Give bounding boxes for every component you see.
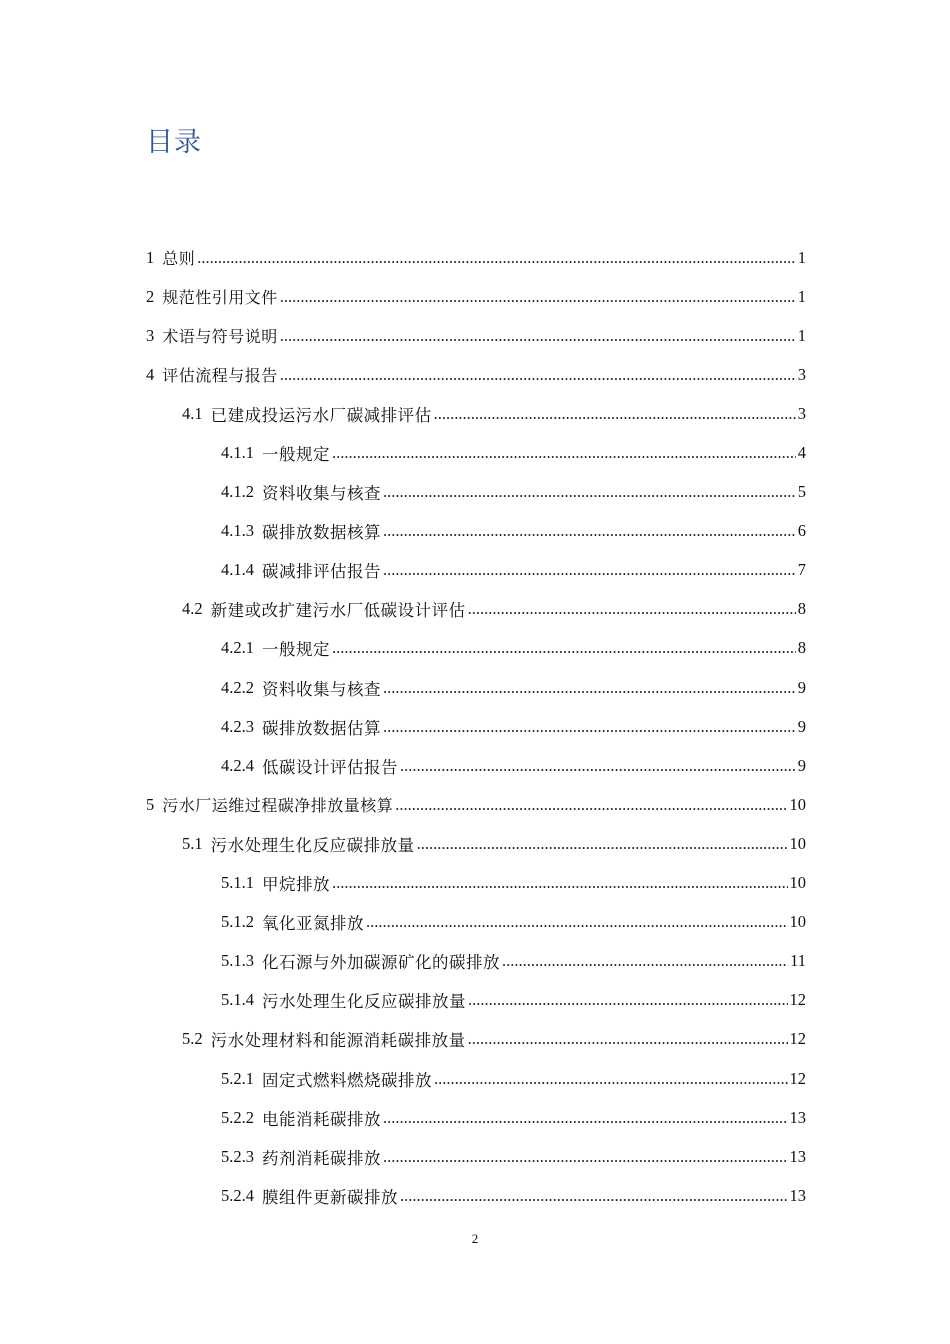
toc-entry-text: 污水厂运维过程碳净排放量核算 xyxy=(162,796,394,816)
toc-leader-dots xyxy=(383,521,796,541)
toc-entry[interactable] xyxy=(0,824,950,863)
toc-leader-dots xyxy=(383,560,796,580)
toc-leader-dots xyxy=(332,873,788,893)
toc-entry-page: 11 xyxy=(790,951,806,971)
toc-leader-dots xyxy=(434,404,796,424)
toc-entry[interactable] xyxy=(0,238,950,277)
toc-leader-dots xyxy=(332,443,796,463)
toc-entry-number: 5.2.4 xyxy=(221,1185,254,1205)
toc-entry[interactable] xyxy=(0,746,950,785)
toc-entry-number: 4.2.1 xyxy=(221,638,254,658)
toc-entry[interactable] xyxy=(0,551,950,590)
toc-entry-page: 6 xyxy=(797,521,806,541)
toc-entry-number: 3 xyxy=(146,325,155,345)
toc-title: 目录 xyxy=(146,127,202,158)
toc-entry-text: 一般规定 xyxy=(262,445,330,465)
toc-leader-dots xyxy=(434,1069,788,1089)
toc-entry[interactable] xyxy=(0,668,950,707)
toc-leader-dots xyxy=(400,1186,788,1206)
toc-entry-page: 3 xyxy=(797,364,806,384)
table-of-contents xyxy=(0,238,950,1215)
toc-entry-number: 5.1.2 xyxy=(221,912,254,932)
toc-entry-number: 5.2 xyxy=(182,1029,203,1049)
toc-leader-dots xyxy=(468,599,796,619)
toc-entry-page: 9 xyxy=(797,755,806,775)
toc-entry-number: 5.1.1 xyxy=(221,873,254,893)
toc-entry-text: 药剂消耗碳排放 xyxy=(262,1148,381,1168)
toc-entry-text: 碳排放数据核算 xyxy=(262,523,381,543)
toc-entry-number: 2 xyxy=(146,286,155,306)
toc-entry[interactable] xyxy=(0,707,950,746)
toc-entry-page: 10 xyxy=(789,833,806,853)
toc-entry[interactable] xyxy=(0,785,950,824)
toc-entry-text: 碳减排评估报告 xyxy=(262,562,381,582)
toc-entry[interactable] xyxy=(0,903,950,942)
toc-entry[interactable] xyxy=(0,473,950,512)
toc-entry-number: 5.2.3 xyxy=(221,1146,254,1166)
toc-entry-text: 资料收集与核查 xyxy=(262,679,381,699)
toc-entry-page: 1 xyxy=(797,286,806,306)
toc-entry-text: 膜组件更新碳排放 xyxy=(262,1187,398,1207)
toc-leader-dots xyxy=(383,1108,788,1128)
toc-leader-dots xyxy=(400,756,796,776)
toc-entry[interactable] xyxy=(0,277,950,316)
toc-entry[interactable] xyxy=(0,981,950,1020)
toc-leader-dots xyxy=(417,834,788,854)
toc-entry-page: 3 xyxy=(797,403,806,423)
toc-entry-text: 碳排放数据估算 xyxy=(262,718,381,738)
toc-entry-page: 1 xyxy=(797,247,806,267)
toc-entry[interactable] xyxy=(0,316,950,355)
toc-entry-number: 5.2.1 xyxy=(221,1068,254,1088)
toc-entry-page: 10 xyxy=(789,794,806,814)
toc-entry-page: 13 xyxy=(789,1146,806,1166)
toc-entry[interactable] xyxy=(0,433,950,472)
toc-entry-page: 12 xyxy=(789,990,806,1010)
toc-entry-number: 1 xyxy=(146,247,155,267)
toc-leader-dots xyxy=(197,248,795,268)
toc-entry-number: 4.1 xyxy=(182,403,203,423)
toc-entry-text: 资料收集与核查 xyxy=(262,484,381,504)
toc-entry[interactable] xyxy=(0,864,950,903)
toc-entry-text: 新建或改扩建污水厂低碳设计评估 xyxy=(210,601,466,621)
toc-entry[interactable] xyxy=(0,394,950,433)
toc-entry-page: 9 xyxy=(797,716,806,736)
toc-entry-number: 5.1 xyxy=(182,833,203,853)
toc-leader-dots xyxy=(383,1147,788,1167)
toc-entry-text: 低碳设计评估报告 xyxy=(262,757,398,777)
toc-entry-number: 4.2 xyxy=(182,599,203,619)
toc-entry[interactable] xyxy=(0,1020,950,1059)
toc-entry-number: 4.1.3 xyxy=(221,521,254,541)
toc-entry-number: 5.2.2 xyxy=(221,1107,254,1127)
toc-leader-dots xyxy=(366,912,788,932)
toc-entry-text: 总则 xyxy=(162,249,196,269)
toc-leader-dots xyxy=(468,1029,788,1049)
toc-entry-number: 5.1.4 xyxy=(221,990,254,1010)
toc-entry-page: 12 xyxy=(789,1068,806,1088)
toc-entry-text: 评估流程与报告 xyxy=(162,366,278,386)
toc-entry-page: 5 xyxy=(797,482,806,502)
toc-entry-number: 5.1.3 xyxy=(221,951,254,971)
toc-leader-dots xyxy=(280,365,796,385)
toc-leader-dots xyxy=(280,287,796,307)
toc-leader-dots xyxy=(332,638,796,658)
toc-entry-text: 已建成投运污水厂碳减排评估 xyxy=(210,405,432,425)
toc-entry[interactable] xyxy=(0,355,950,394)
toc-entry-text: 规范性引用文件 xyxy=(162,288,278,308)
toc-entry[interactable] xyxy=(0,1137,950,1176)
toc-entry-text: 一般规定 xyxy=(262,640,330,660)
toc-entry-page: 10 xyxy=(789,873,806,893)
toc-entry-text: 化石源与外加碳源矿化的碳排放 xyxy=(262,953,500,973)
toc-entry-text: 氧化亚氮排放 xyxy=(262,914,364,934)
toc-entry-page: 13 xyxy=(789,1185,806,1205)
toc-entry-page: 12 xyxy=(789,1029,806,1049)
toc-entry[interactable] xyxy=(0,512,950,551)
toc-entry-text: 污水处理材料和能源消耗碳排放量 xyxy=(210,1031,466,1051)
toc-entry-page: 4 xyxy=(797,443,806,463)
toc-entry-number: 4.1.1 xyxy=(221,443,254,463)
toc-leader-dots xyxy=(395,795,787,815)
toc-entry-number: 4.2.3 xyxy=(221,716,254,736)
toc-entry-number: 4.1.4 xyxy=(221,560,254,580)
toc-entry-number: 4.2.2 xyxy=(221,677,254,697)
toc-entry-number: 4 xyxy=(146,364,155,384)
toc-entry-page: 13 xyxy=(789,1107,806,1127)
toc-entry[interactable] xyxy=(0,1059,950,1098)
toc-entry-page: 8 xyxy=(797,599,806,619)
toc-entry-text: 固定式燃料燃烧碳排放 xyxy=(262,1070,432,1090)
toc-leader-dots xyxy=(280,326,796,346)
toc-leader-dots xyxy=(383,678,796,698)
toc-entry-page: 8 xyxy=(797,638,806,658)
toc-entry[interactable] xyxy=(0,590,950,629)
toc-entry[interactable] xyxy=(0,1176,950,1215)
toc-entry-number: 5 xyxy=(146,794,155,814)
toc-entry-page: 9 xyxy=(797,677,806,697)
toc-leader-dots xyxy=(383,717,796,737)
toc-entry-page: 10 xyxy=(789,912,806,932)
page-number: 2 xyxy=(471,1231,479,1246)
toc-leader-dots xyxy=(502,951,788,971)
toc-entry-text: 术语与符号说明 xyxy=(162,327,278,347)
toc-entry-text: 甲烷排放 xyxy=(262,875,330,895)
toc-leader-dots xyxy=(468,990,788,1010)
toc-leader-dots xyxy=(383,482,796,502)
toc-entry-page: 1 xyxy=(797,325,806,345)
toc-entry-number: 4.1.2 xyxy=(221,482,254,502)
toc-entry-text: 污水处理生化反应碳排放量 xyxy=(262,992,466,1012)
toc-entry[interactable] xyxy=(0,1098,950,1137)
toc-entry-number: 4.2.4 xyxy=(221,755,254,775)
toc-entry[interactable] xyxy=(0,629,950,668)
toc-entry[interactable] xyxy=(0,942,950,981)
toc-entry-text: 污水处理生化反应碳排放量 xyxy=(210,835,415,855)
toc-entry-text: 电能消耗碳排放 xyxy=(262,1109,381,1129)
toc-entry-page: 7 xyxy=(797,560,806,580)
